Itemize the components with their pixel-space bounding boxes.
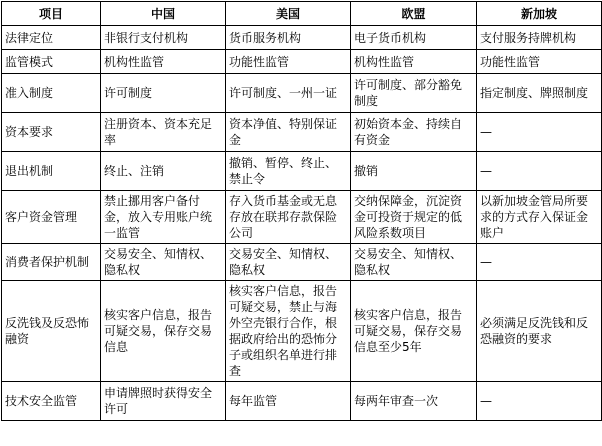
row-label: 反洗钱及反恐怖融资 xyxy=(2,281,101,382)
table-cell: 许可制度、一州一证 xyxy=(226,74,351,113)
table-row xyxy=(2,26,602,50)
table-cell: 机构性监管 xyxy=(101,50,226,74)
header-usa: 美国 xyxy=(226,2,351,26)
table-cell: 核实客户信息，报告可疑交易，禁止与海外空壳银行合作，根据政府给出的恐怖分子或组织名单进行排查 xyxy=(226,281,351,382)
table-cell: 以新加坡金管局所要求的方式存入保证金账户 xyxy=(477,191,602,244)
table-cell: 注册资本、资本充足率 xyxy=(101,113,226,152)
table-cell: 电子货币机构 xyxy=(351,26,477,50)
table-row xyxy=(2,50,602,74)
table-cell: 撤销 xyxy=(351,152,477,191)
table-cell: 初始资本金、持续自有资金 xyxy=(351,113,477,152)
table-cell: 终止、注销 xyxy=(101,152,226,191)
row-label: 客户资金管理 xyxy=(2,191,101,244)
table-cell: — xyxy=(477,382,602,421)
table-cell: 资本净值、特别保证金 xyxy=(226,113,351,152)
row-label: 准入制度 xyxy=(2,74,101,113)
table-cell: 禁止挪用客户备付金，放入专用账户统一监管 xyxy=(101,191,226,244)
table-cell: 交易安全、知情权、隐私权 xyxy=(351,244,477,281)
table-cell: — xyxy=(477,113,602,152)
header-item: 项目 xyxy=(2,2,101,26)
table-cell: — xyxy=(477,244,602,281)
table-cell: 交易安全、知情权、隐私权 xyxy=(226,244,351,281)
table-row xyxy=(2,244,602,281)
row-label: 技术安全监管 xyxy=(2,382,101,421)
table-cell: 撤销、暂停、终止、禁止令 xyxy=(226,152,351,191)
table-cell: 每两年审查一次 xyxy=(351,382,477,421)
table-cell: 许可制度 xyxy=(101,74,226,113)
table-cell: 每年监管 xyxy=(226,382,351,421)
table-row xyxy=(2,281,602,382)
row-label: 监管模式 xyxy=(2,50,101,74)
header-singapore: 新加坡 xyxy=(477,2,602,26)
table-cell: 核实客户信息，报告可疑交易，保存交易信息 xyxy=(101,281,226,382)
table-cell: 许可制度、部分豁免制度 xyxy=(351,74,477,113)
table-cell: 非银行支付机构 xyxy=(101,26,226,50)
row-label: 法律定位 xyxy=(2,26,101,50)
table-cell: 支付服务持牌机构 xyxy=(477,26,602,50)
table-cell: 货币服务机构 xyxy=(226,26,351,50)
table-row xyxy=(2,74,602,113)
table-row xyxy=(2,382,602,421)
table-cell: 交纳保障金，沉淀资金可投资于规定的低风险系数项目 xyxy=(351,191,477,244)
table-cell: — xyxy=(477,152,602,191)
table-cell: 申请牌照时获得安全许可 xyxy=(101,382,226,421)
table-header-row xyxy=(2,2,602,26)
table-cell: 交易安全、知情权、隐私权 xyxy=(101,244,226,281)
row-label: 资本要求 xyxy=(2,113,101,152)
header-eu: 欧盟 xyxy=(351,2,477,26)
table-cell: 指定制度、牌照制度 xyxy=(477,74,602,113)
table-cell: 必须满足反洗钱和反恐融资的要求 xyxy=(477,281,602,382)
table-cell: 功能性监管 xyxy=(477,50,602,74)
table-row xyxy=(2,191,602,244)
table-cell: 功能性监管 xyxy=(226,50,351,74)
header-china: 中国 xyxy=(101,2,226,26)
regulation-comparison-table xyxy=(1,1,602,421)
row-label: 退出机制 xyxy=(2,152,101,191)
table-cell: 存入货币基金或无息存放在联邦存款保险公司 xyxy=(226,191,351,244)
row-label: 消费者保护机制 xyxy=(2,244,101,281)
table-row xyxy=(2,152,602,191)
table-cell: 机构性监管 xyxy=(351,50,477,74)
table-cell: 核实客户信息，报告可疑交易，保存交易信息至少5年 xyxy=(351,281,477,382)
table-row xyxy=(2,113,602,152)
